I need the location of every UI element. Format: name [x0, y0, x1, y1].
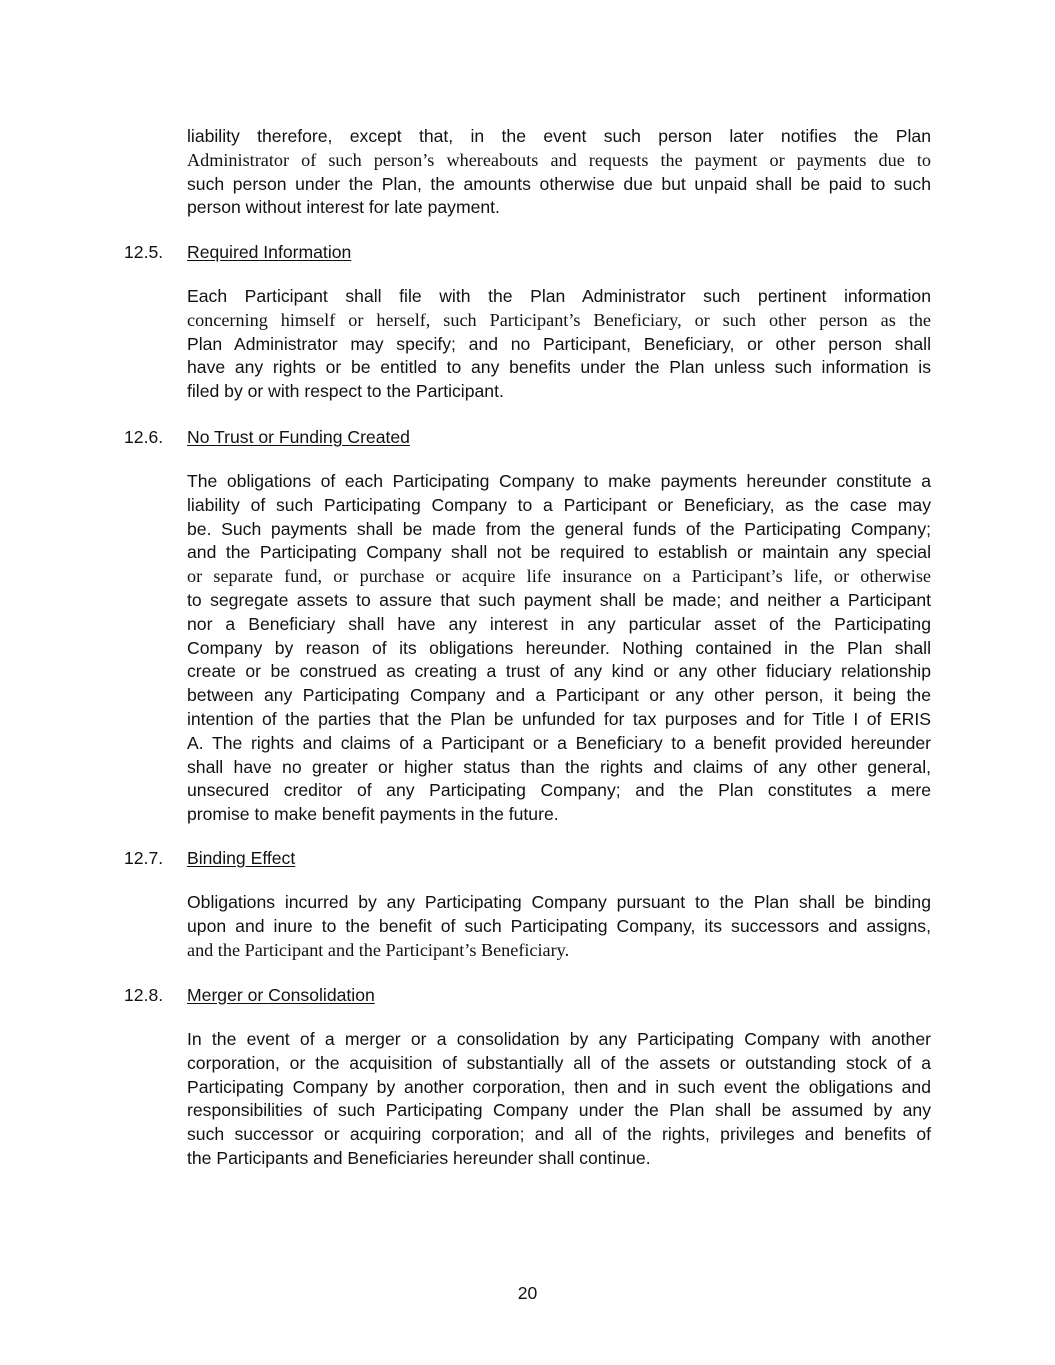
section-number: 12.8. — [124, 985, 164, 1005]
page-number: 20 — [517, 1283, 538, 1303]
paragraph-line: intention of the parties that the Plan be unfunded for tax purposes and for Title I of ERIS — [187, 708, 931, 729]
paragraph-line: liability of such Participating Company to a Participant or Beneficiary, as the case may — [187, 494, 931, 515]
paragraph-line: and the Participant and the Participant’s Beneficiary. — [187, 939, 570, 960]
paragraph-line: In the event of a merger or a consolidation by any Participating Company with another — [187, 1029, 931, 1049]
paragraph-line: person without interest for late payment. — [187, 197, 500, 218]
paragraph-line: have any rights or be entitled to any benefits under the Plan unless such information is — [187, 357, 931, 378]
section-paragraph — [187, 470, 931, 827]
paragraph-line: Obligations incurred by any Participating Company pursuant to the Plan shall be binding — [187, 892, 931, 912]
paragraph-line: nor a Beneficiary shall have any interest in any particular asset of the Participating — [187, 613, 931, 634]
paragraph-line: concerning himself or herself, such Participant’s Beneficiary, or such other person as the — [187, 309, 931, 330]
paragraph-line: between any Participating Company and a Participant or any other person, it being the — [187, 685, 931, 706]
section-number: 12.6. — [124, 427, 164, 447]
continuation-paragraph — [187, 125, 931, 220]
section-number: 12.7. — [124, 848, 164, 868]
paragraph-line: filed by or with respect to the Participant. — [187, 381, 504, 402]
paragraph-line: liability therefore, except that, in the event such person later notifies the Plan — [187, 126, 931, 146]
paragraph-line: the Participants and Beneficiaries hereunder shall continue. — [187, 1147, 651, 1168]
section-title: No Trust or Funding Created — [187, 427, 410, 447]
paragraph-line: to segregate assets to assure that such payment shall be made; and neither a Participant — [187, 589, 931, 610]
paragraph-line: A. The rights and claims of a Participant or a Beneficiary to a benefit provided hereunder — [187, 732, 931, 753]
paragraph-line: responsibilities of such Participating Company under the Plan shall be assumed by any — [187, 1100, 931, 1121]
section-paragraph — [187, 1028, 931, 1171]
paragraph-line: or separate fund, or purchase or acquire life insurance on a Participant’s life, or otherwise — [187, 566, 931, 587]
paragraph-line: Administrator of such person’s whereabouts and requests the payment or payments due to — [187, 149, 931, 170]
paragraph-line: Company by reason of its obligations hereunder. Nothing contained in the Plan shall — [187, 637, 931, 658]
section-number: 12.5. — [124, 242, 164, 262]
paragraph-line: such person under the Plan, the amounts otherwise due but unpaid shall be paid to such — [187, 173, 931, 194]
section-paragraph — [187, 285, 931, 404]
paragraph-line: such successor or acquiring corporation; and all of the rights, privileges and benefits of — [187, 1124, 931, 1145]
paragraph-line: and the Participating Company shall not be required to establish or maintain any special — [187, 542, 931, 563]
paragraph-line: corporation, or the acquisition of substantially all of the assets or outstanding stock of a — [187, 1052, 931, 1073]
paragraph-line: Plan Administrator may specify; and no Participant, Beneficiary, or other person shall — [187, 333, 931, 354]
paragraph-line: be. Such payments shall be made from the general funds of the Participating Company; — [187, 518, 931, 539]
section-paragraph — [187, 891, 931, 962]
section-title: Binding Effect — [187, 848, 296, 868]
paragraph-line: Each Participant shall file with the Plan Administrator such pertinent information — [187, 286, 931, 306]
paragraph-line: Participating Company by another corporation, then and in such event the obligations and — [187, 1076, 931, 1097]
paragraph-line: create or be construed as creating a trust of any kind or any other fiduciary relationship — [187, 661, 931, 682]
section-title: Merger or Consolidation — [187, 985, 375, 1005]
paragraph-line: The obligations of each Participating Company to make payments hereunder constitute a — [187, 471, 931, 491]
paragraph-line: unsecured creditor of any Participating Company; and the Plan constitutes a mere — [187, 780, 931, 801]
paragraph-line: promise to make benefit payments in the future. — [187, 804, 559, 825]
paragraph-line: shall have no greater or higher status than the rights and claims of any other general, — [187, 756, 931, 777]
paragraph-line: upon and inure to the benefit of such Participating Company, its successors and assigns, — [187, 915, 931, 936]
section-title: Required Information — [187, 242, 352, 262]
